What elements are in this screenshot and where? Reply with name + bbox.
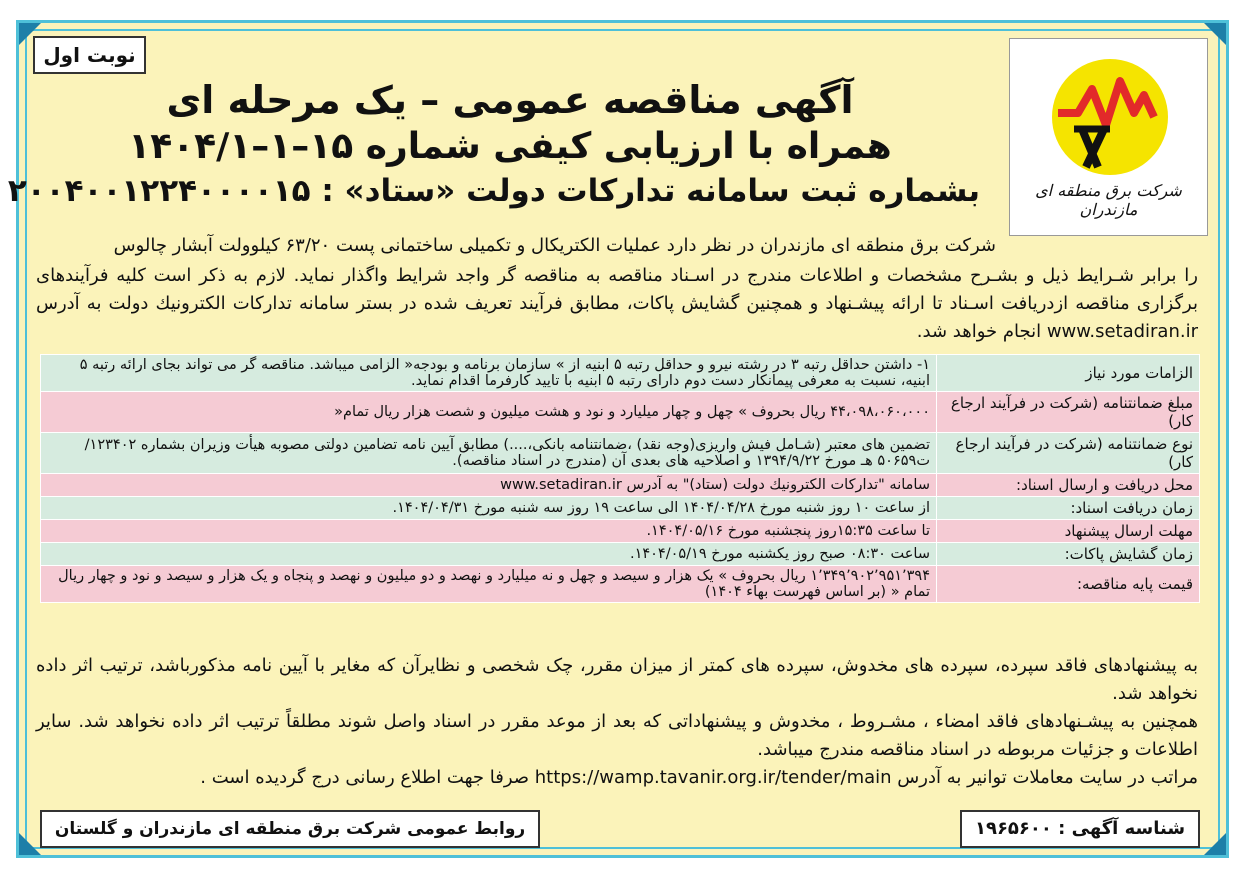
- row-value: تضمین های معتبر (شـامل فیش واریزی(وجه نقد) ،ضمانتنامه بانکی،....) مطابق آیین نامه تضامین دولتی مصوبه هیأت وزیران بشماره ۱۲۳۴۰۲/ت۵۰۶۵۹ هـ مورخ ۱۳۹۴/۹/۲۲ و اصلاحیه های بعدی آن (مندرج در اسناد مناقصه).: [41, 433, 937, 474]
- row-label: نوع ضمانتنامه (شرکت در فرآیند ارجاع کار): [937, 433, 1200, 474]
- table-row: [41, 392, 1200, 433]
- table-row: [41, 474, 1200, 497]
- intro-first-line: شرکت برق منطقه ای مازندران در نظر دارد عملیات الکتریکال و تکمیلی ساختمانی پست ۶۳/۲۰ کیلوولت آبشار چالوس: [113, 235, 996, 256]
- intro-paragraph: را برابر شـرایط ذیل و بشـرح مشخصات و اطلاعات مندرج در اسـناد مناقصه به مناقصه گر واجد شرایط واگذار نماید. لازم به ذکر است کلیه فرآیندهای برگزاری مناقصه ازدریافت اسـناد تا ارائه پیشـنهاد و همچنین گشایش پاکات، مطابق فرآیند تعریف شده در بستر سامانه تدارکات الکترونیك دولت به آدرس www.setadiran.ir انجام خواهد شد.: [36, 265, 1198, 342]
- row-label: محل دریافت و ارسال اسناد:: [937, 474, 1200, 497]
- row-value: ساعت ۰۸:۳۰ صبح روز یکشنبه مورخ ۱۴۰۴/۰۵/۱۹.: [41, 543, 937, 566]
- row-value: سامانه "تدارکات الکترونیك دولت (ستاد)" به آدرس www.setadiran.ir: [41, 474, 937, 497]
- table-row: [41, 520, 1200, 543]
- row-label: الزامات مورد نیاز: [937, 355, 1200, 392]
- row-value: از ساعت ۱۰ روز شنبه مورخ ۱۴۰۴/۰۴/۲۸ الی ساعت ۱۹ روز سه شنبه مورخ ۱۴۰۴/۰۴/۳۱.: [41, 497, 937, 520]
- table-row: [41, 497, 1200, 520]
- title-line-3: بشماره ثبت سامانه تدارکات دولت «ستاد» : ۲۰۰۴۰۰۱۲۲۴۰۰۰۰۱۵: [7, 173, 980, 209]
- closing-paragraph-2: همچنین به پیشـنهادهای فاقد امضاء ، مشـروط ، مخدوش و پیشنهاداتی که بعد از موعد مقرر در اسناد واصل شوند مطلقاً ترتیب اثر داده نخواهد شد. سایر اطلاعات و جزئیات مربوطه در اسناد مناقصه مندرج میباشد.: [36, 711, 1198, 760]
- row-value: ۱٬۳۴۹٬۹۰۲٬۹۵۱٬۳۹۴ ریال بحروف » یک هزار و سیصد و چهل و نه میلیارد و نهصد و دو میلیون و نهصد و پنجاه و یک هزار و سیصد و نود و چهار ریال تمام « (بر اساس فهرست بهاء ۱۴۰۴): [41, 566, 937, 603]
- public-relations-label: روابط عمومی شرکت برق منطقه ای مازندران و گلستان: [40, 810, 540, 848]
- row-label: زمان گشایش پاکات:: [937, 543, 1200, 566]
- title-line-1: آگهی مناقصه عمومی – یک مرحله ای: [166, 78, 854, 122]
- row-label: مبلغ ضمانتنامه (شرکت در فرآیند ارجاع کار): [937, 392, 1200, 433]
- row-label: قیمت پایه مناقصه:: [937, 566, 1200, 603]
- footer: [40, 810, 1200, 848]
- corner-decoration: [1204, 833, 1226, 855]
- row-value: ۱- داشتن حداقل رتبه ۳ در رشته نیرو و حداقل رتبه ۵ ابنیه از » سازمان برنامه و بودجه« الزامی میباشد. مناقصه گر می تواند بجای ارائه رتبه ۵ ابنیه، نسبت به معرفی پیمانکار دست دوم دارای رتبه ۵ ابنیه با تایید کارفرما اقدام نماید.: [41, 355, 937, 392]
- closing-paragraph-1: به پیشنهادهای فاقد سپرده، سپرده های مخدوش، سپرده های کمتر از میزان مقرر، چک شخصی و نظایرآن که مغایر با آیین نامه مذکورباشد، ترتیب اثر داده نخواهد شد.: [36, 655, 1198, 704]
- logo-caption: شرکت برق منطقه ای مازندران: [1035, 181, 1182, 219]
- row-label: زمان دریافت اسناد:: [937, 497, 1200, 520]
- company-logo: [1009, 38, 1208, 236]
- power-company-logo-icon: [1048, 55, 1172, 179]
- table-row: [41, 566, 1200, 603]
- table-row: [41, 355, 1200, 392]
- table-row: [41, 543, 1200, 566]
- closing-paragraph-3: مراتب در سایت معاملات توانیر به آدرس https://wamp.tavanir.org.ir/tender/main صرفا جهت اطلاع رسانی درج گردیده است .: [200, 767, 1198, 788]
- table-row: [41, 433, 1200, 474]
- row-value: ۴۴،۰۹۸،۰۶۰،۰۰۰ ریال بحروف » چهل و چهار میلیارد و نود و هشت میلیون و شصت هزار ریال تمام«: [41, 392, 937, 433]
- corner-decoration: [19, 833, 41, 855]
- title-line-2: همراه با ارزیابی کیفی شماره ۱۵–۱–۱۴۰۴/۱: [128, 126, 892, 167]
- tender-details-table: [40, 354, 1200, 603]
- row-label: مهلت ارسال پیشنهاد: [937, 520, 1200, 543]
- first-notice-badge: نوبت اول: [33, 36, 146, 74]
- ad-id-label: شناسه آگهی : ۱۹۶۵۶۰۰: [960, 810, 1200, 848]
- row-value: تا ساعت ۱۵:۳۵روز پنجشنبه مورخ ۱۴۰۴/۰۵/۱۶.: [41, 520, 937, 543]
- closing-text: [36, 652, 1198, 792]
